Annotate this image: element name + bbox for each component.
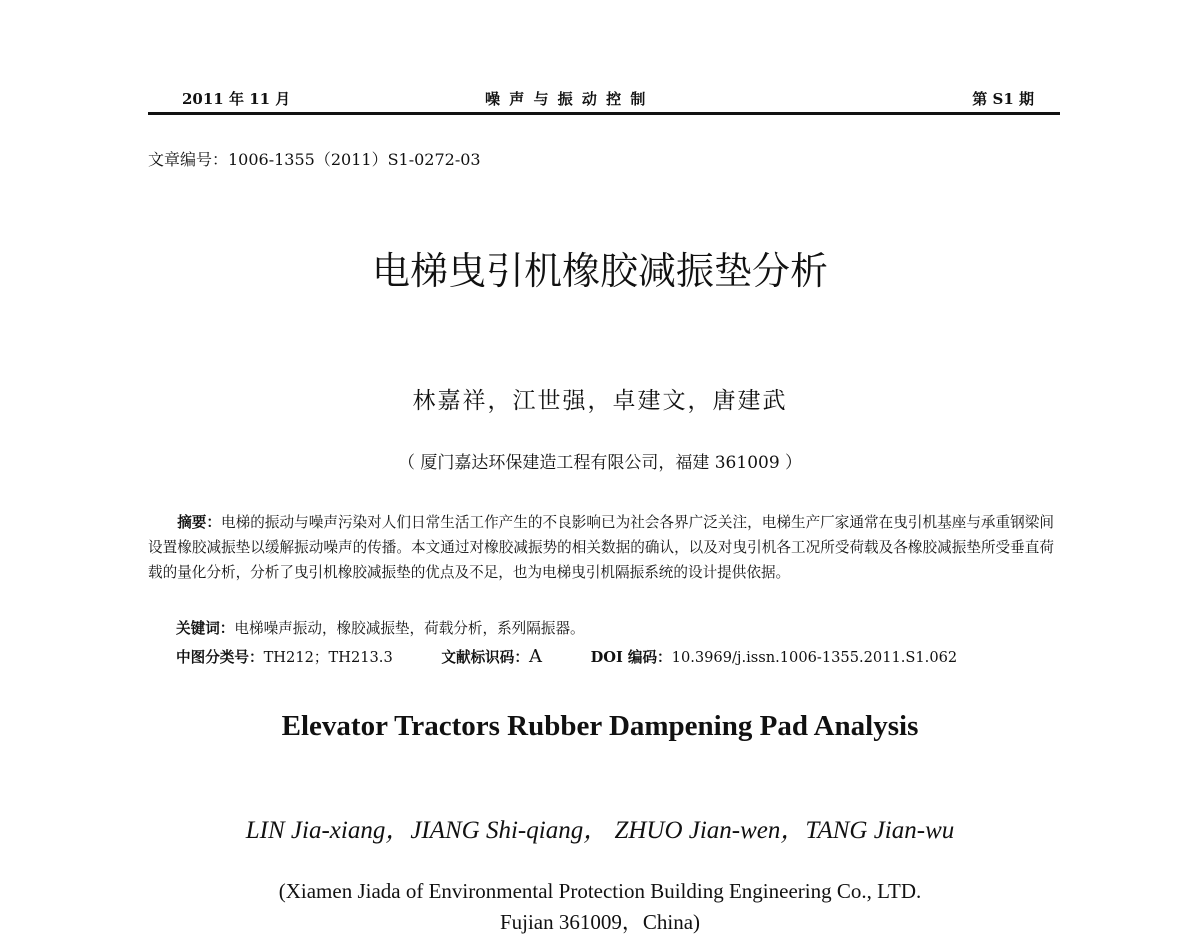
- keywords: [176, 617, 585, 638]
- abstract-label: 摘要：: [177, 514, 222, 531]
- doc-value: A: [528, 646, 542, 667]
- classification: [176, 646, 965, 667]
- header-journal: 噪 声 与 振 动 控 制: [485, 90, 648, 108]
- header-issue: 第 S1 期: [972, 90, 1034, 108]
- english-affiliation-line1: (Xiamen Jiada of Environmental Protection Building Engineering Co., LTD.: [278, 879, 922, 903]
- clc-label: 中图分类号：: [176, 649, 264, 666]
- keywords-label: 关键词：: [176, 620, 235, 637]
- abstract: [148, 510, 1054, 585]
- english-authors: LIN Jia-xiang，JIANG Shi-qiang， ZHUO Jian-wen，TANG Jian-wu: [245, 817, 955, 844]
- affiliation: （ 厦门嘉达环保建造工程有限公司，福建 361009 ）: [397, 453, 803, 473]
- page-title: 电梯曳引机橡胶减振垫分析: [371, 249, 828, 293]
- english-affiliation-line2: Fujian 361009，China): [499, 910, 701, 934]
- running-header: [148, 86, 1060, 115]
- clc-value: TH212；TH213.3: [263, 649, 393, 666]
- english-title: Elevator Tractors Rubber Dampening Pad Analysis: [281, 710, 919, 742]
- article-number: 文章编号：1006-1355（2011）S1-0272-03: [148, 150, 481, 169]
- doi-label: DOI 编码：: [590, 649, 672, 666]
- keywords-text: 电梯噪声振动，橡胶减振垫，荷载分析，系列隔振器。: [234, 620, 585, 637]
- header-date: 2011 年 11 月: [182, 90, 291, 108]
- doi-value: 10.3969/j.issn.1006-1355.2011.S1.062: [671, 649, 958, 666]
- abstract-text: 电梯的振动与噪声污染对人们日常生活工作产生的不良影响已为社会各界广泛关注，电梯生产厂家通常在曳引机基座与承重钢梁间设置橡胶减振垫以缓解振动噪声的传播。本文通过对橡胶减振势的相关数据的确认，以及对曳引机各工况所受荷载及各橡胶减振垫所受垂直荷载的量化分析，分析了曳引机橡胶减振垫的优点及不足，也为电梯曳引机隔振系统的设计提供依据。: [148, 514, 1054, 581]
- doc-label: 文献标识码：: [441, 649, 529, 666]
- authors: 林嘉祥，江世强，卓建文，唐建武: [412, 388, 788, 414]
- english-affiliation: [0, 876, 1200, 938]
